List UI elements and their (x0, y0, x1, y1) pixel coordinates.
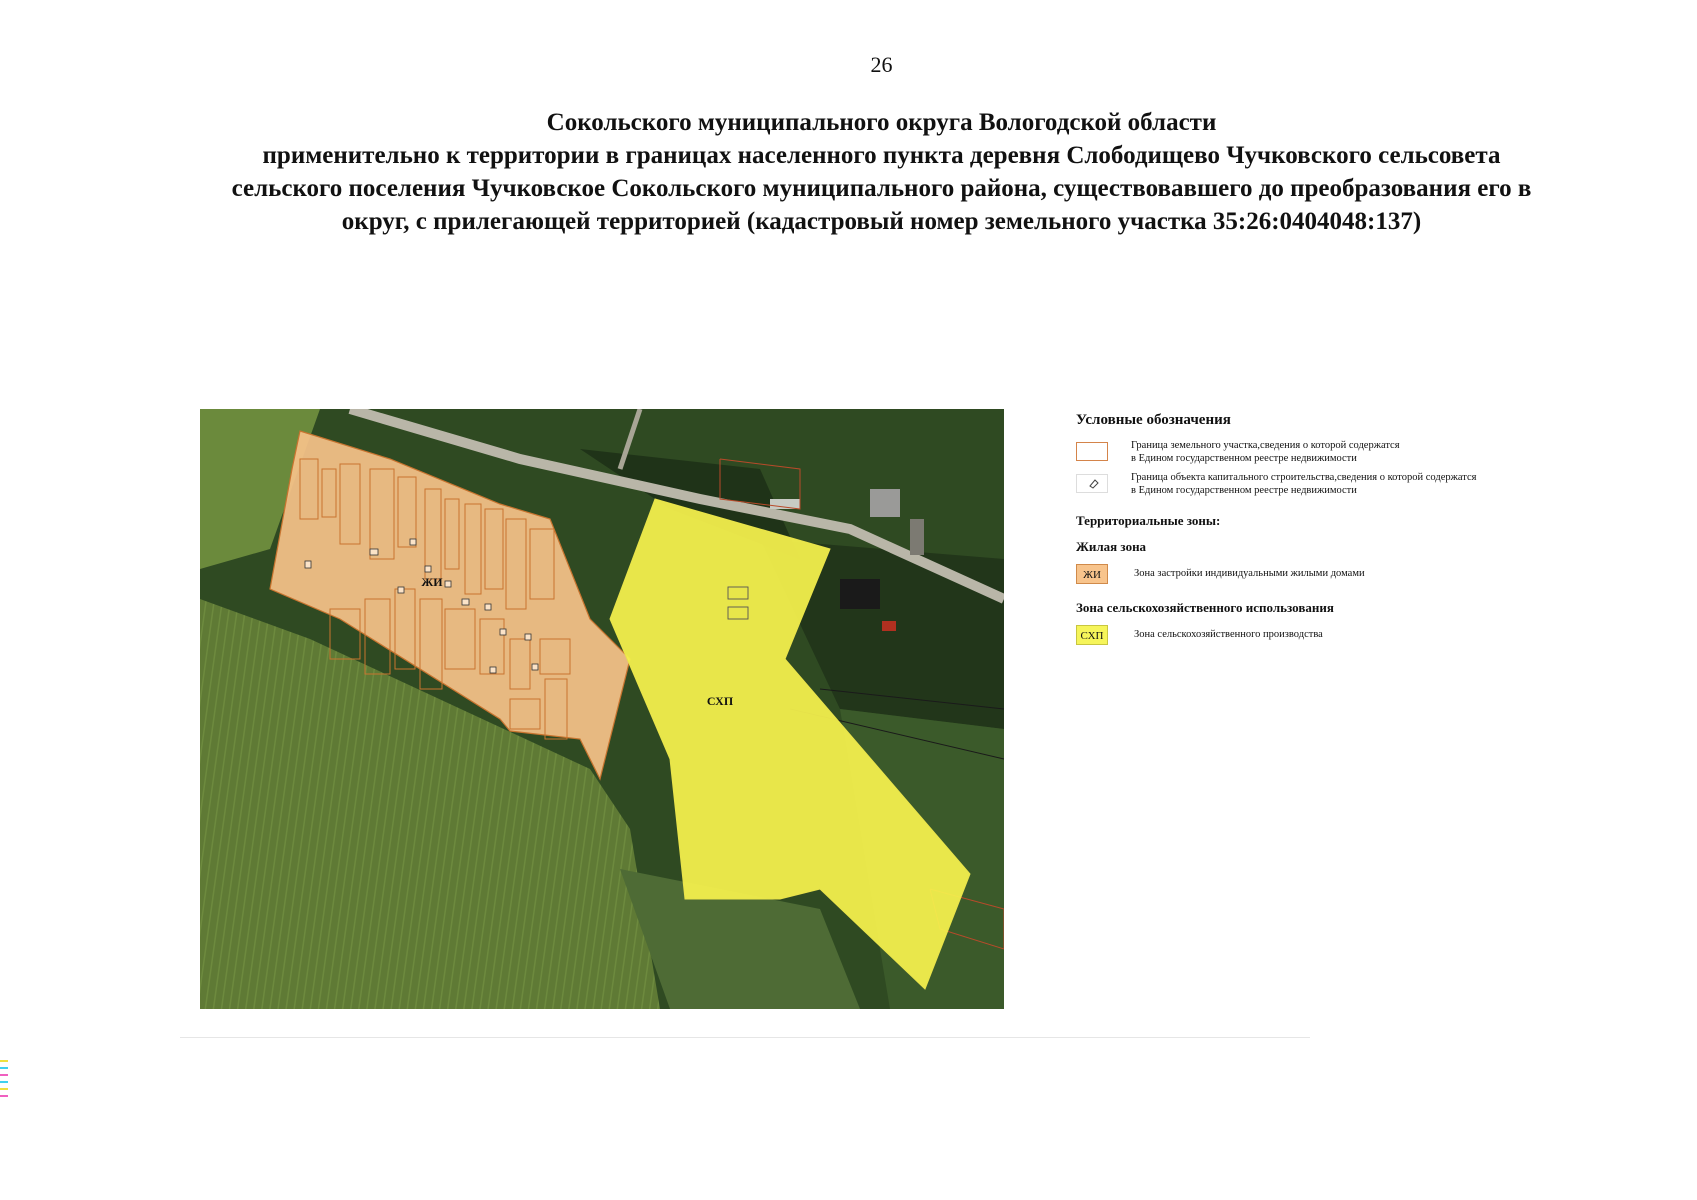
title-line-4: округ, с прилегающей территорией (кадастровый номер земельного участка 35:26:0404048:137) (341, 208, 1422, 235)
building (910, 519, 924, 555)
zone-badge-residential: ЖИ (1076, 564, 1108, 584)
title-line-3: сельского поселения Чучковское Сокольского муниципального района, существовавшего до преобразования его в (231, 175, 1532, 202)
legend-text-line: Граница объекта капитального строительства,сведения о которой содержатся (1131, 472, 1477, 483)
legend-item-text (1131, 471, 1476, 497)
building (882, 621, 896, 631)
building (840, 579, 880, 609)
legend-zone-agricultural (1076, 625, 1616, 651)
territorial-zones-heading: Территориальные зоны: (1076, 513, 1221, 528)
zone-badge-agricultural: СХП (1076, 625, 1108, 645)
legend-text-line: в Едином государственном реестре недвижимости (1131, 453, 1357, 464)
title-line-1: Сокольского муниципального округа Вологодской области (546, 109, 1217, 136)
building (870, 489, 900, 517)
page-divider (180, 1037, 1310, 1038)
building-boundary-icon (1076, 474, 1108, 493)
page-number: 26 (870, 52, 893, 77)
zone-label-agricultural: СХП (706, 694, 734, 708)
zone-description: Зона застройки индивидуальными жилыми домами (1134, 568, 1365, 579)
legend-item-text (1131, 439, 1400, 465)
zoning-map (200, 409, 1004, 1009)
parcel-boundary-icon (1076, 442, 1108, 461)
zone-label-residential: ЖИ (421, 575, 443, 589)
legend-zone-residential (1076, 564, 1616, 590)
legend-text-line: Граница земельного участка,сведения о которой содержатся (1131, 440, 1400, 451)
agri-section-heading: Зона сельскохозяйственного использования (1076, 600, 1334, 615)
title-line-2: применительно к территории в границах населенного пункта деревня Слободищево Чучковского сельсовета (262, 142, 1501, 169)
legend-text-line: в Едином государственном реестре недвижимости (1131, 485, 1357, 496)
legend-item-parcel-boundary (1076, 439, 1616, 471)
zone-description: Зона сельскохозяйственного производства (1134, 629, 1323, 640)
legend-item-building-boundary (1076, 471, 1616, 503)
map-legend (1076, 412, 1616, 651)
document-title (130, 106, 1633, 238)
legend-title: Условные обозначения (1076, 412, 1231, 428)
scan-artifact (0, 1060, 8, 1180)
residential-section-heading: Жилая зона (1076, 539, 1147, 554)
